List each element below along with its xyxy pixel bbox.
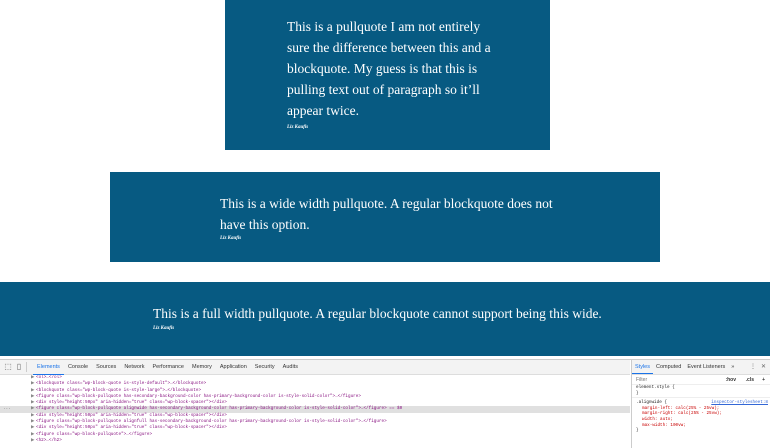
dom-node-text: <div style="height:50px" aria-hidden="true" class="wp-block-spacer"></div> (36, 425, 227, 431)
pullquote-default-text: This is a pullquote I am not entirely sure the difference between this and a blockquote. My guess is that this is pulling text out of paragraph so it’ll appear twice. (287, 19, 491, 118)
cls-toggle[interactable]: .cls (745, 377, 754, 383)
expand-arrow-icon[interactable]: ▶ (31, 400, 35, 406)
devtools-tab-memory[interactable]: Memory (191, 364, 212, 370)
expand-arrow-icon[interactable]: ▶ (31, 375, 35, 380)
more-options-icon[interactable]: ⋮ (750, 364, 756, 370)
dom-node-text: <div style="height:50px" aria-hidden="true" class="wp-block-spacer"></div> (36, 400, 227, 406)
dom-node-text: <div style="height:50px" aria-hidden="true" class="wp-block-spacer"></div> (36, 412, 227, 418)
dom-node-text: <blockquote class="wp-block-quote is-style-default">…</blockquote> (36, 381, 207, 387)
style-rule-close: } (636, 390, 639, 396)
pullquote-full (0, 282, 770, 356)
styles-tab-event-listeners[interactable]: Event Listeners (687, 364, 726, 370)
devtools-panel (0, 359, 770, 448)
dom-node-text: <figure class="wp-block-pullquote alignwide has-secondary-background-color has-primary-background-color is-style-solid-color">…</figure> == $0 (36, 406, 403, 412)
style-declaration-text: max-width: 100vw; (642, 422, 686, 428)
expand-arrow-icon[interactable]: ▶ (31, 437, 35, 443)
pullquote-wide (110, 172, 660, 262)
hov-toggle[interactable]: :hov (725, 377, 736, 383)
pullquote-default (225, 0, 550, 150)
dom-node-text: <figure class="wp-block-pullquote alignfull has-secondary-background-color has-primary-background-color is-style-solid-color">…</figure> (36, 419, 387, 425)
devtools-tabs (33, 360, 302, 375)
elements-dom-tree (0, 375, 630, 448)
expand-arrow-icon[interactable]: ▶ (31, 393, 35, 399)
rule-divider (632, 396, 770, 398)
styles-filter-input[interactable] (636, 376, 716, 384)
devtools-tab-sources[interactable]: Sources (96, 364, 117, 370)
styles-tab-styles[interactable]: Styles (632, 360, 653, 374)
device-toolbar-icon[interactable]: ▯ (16, 362, 22, 371)
dom-node-text: <figure class="wp-block-pullquote has-secondary-background-color has-primary-background-color is-style-solid-color">…</figure> (36, 393, 361, 399)
expand-arrow-icon[interactable]: ▶ (31, 431, 35, 437)
styles-pane (631, 360, 770, 448)
devtools-tab-performance[interactable]: Performance (152, 364, 184, 370)
pullquote-wide-cite: Liz Kaufis (220, 236, 242, 241)
toolbar-divider (26, 362, 27, 372)
expand-arrow-icon[interactable]: ▶ (31, 419, 35, 425)
style-rule-close: } (636, 428, 639, 434)
close-icon[interactable]: ✕ (760, 364, 766, 370)
style-declaration-text: margin-right: calc(25% - 25vw); (642, 411, 722, 417)
dom-node-text: <figure class="wp-block-pullquote">…</figure> (36, 431, 153, 437)
devtools-tab-network[interactable]: Network (124, 364, 145, 370)
pullquote-default-cite: Liz Kaufis (287, 125, 309, 130)
expand-arrow-icon[interactable]: ▶ (31, 406, 35, 412)
styles-tab-computed[interactable]: Computed (655, 364, 682, 370)
dom-node-text: <blockquote class="wp-block-quote is-style-large">…</blockquote> (36, 387, 202, 393)
devtools-tab-security[interactable]: Security (254, 364, 275, 370)
pullquote-wide-text: This is a wide width pullquote. A regular blockquote does not have this option. (220, 196, 553, 232)
expand-arrow-icon[interactable]: ▶ (31, 381, 35, 387)
selector-text: element.style { (636, 385, 675, 390)
styles-filter-bar (632, 375, 770, 385)
style-declaration-text: width: auto; (642, 416, 673, 422)
inspect-element-icon[interactable]: ⬚ (4, 362, 12, 371)
dom-node-text: <ol>…</ol> (36, 375, 62, 380)
devtools-tab-console[interactable]: Console (67, 364, 89, 370)
dom-node-ellipsis[interactable]: ... (3, 406, 11, 412)
style-declaration-text: margin-left: calc(25% - 25vw); (642, 405, 720, 411)
devtools-toolbar (0, 360, 630, 375)
devtools-tab-elements[interactable]: Elements (33, 360, 64, 375)
expand-arrow-icon[interactable]: ▶ (31, 425, 35, 431)
dom-node-line[interactable] (0, 438, 630, 444)
pullquote-full-cite: Liz Kaufis (153, 326, 175, 331)
styles-tab-more[interactable]: » (731, 364, 735, 370)
new-rule-button[interactable]: + (762, 377, 765, 383)
devtools-tab-application[interactable]: Application (219, 364, 247, 370)
expand-arrow-icon[interactable]: ▶ (31, 387, 35, 393)
selector-text: .alignwide { (636, 400, 667, 406)
pullquote-full-text: This is a full width pullquote. A regular blockquote cannot support being this wide. (153, 306, 602, 321)
devtools-tab-audits[interactable]: Audits (282, 364, 298, 370)
style-rules (632, 385, 770, 434)
expand-arrow-icon[interactable]: ▶ (31, 412, 35, 418)
rule-source-link[interactable]: inspector-stylesheet:8 (711, 400, 768, 406)
dom-node-text: <h2>…</h2> (36, 437, 62, 443)
